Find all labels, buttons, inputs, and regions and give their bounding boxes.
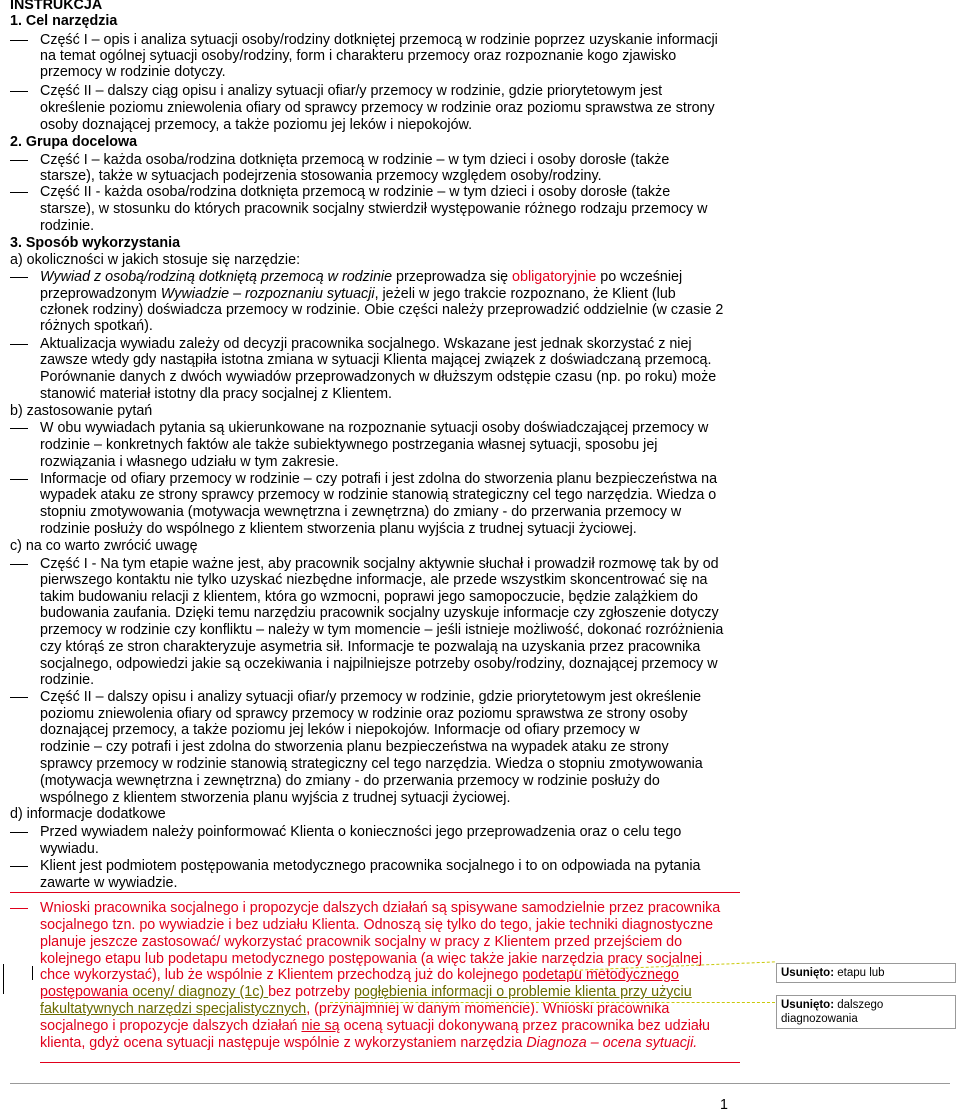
list-dash [10,160,28,161]
change-bar-top [10,892,740,893]
paragraph-line: na temat ogólnej sytuacji osoby/rodziny, form i charakteru przemocy oraz rozpoznanie kogo zjawisko [40,48,677,64]
paragraph-line: pierwszego kontaktu nie tylko uzyskać niezbędne informacje, ale przede wszystkim skoncentrować się na [40,572,708,588]
paragraph-line: Wnioski pracownika socjalnego i propozycje dalszych działań są spisywane samodzielnie przez pracownika [40,900,721,916]
paragraph-line: zawarte w wywiadzie. [40,875,178,891]
paragraph-line: takim budowaniu relacji z klientem, która go wzmocni, poprawi jego samopoczucie, będzie zalążkiem do [40,589,698,605]
paragraph-line: (motywacja wewnętrzna i zewnętrzna) do zmiany - do przerwania przemocy w rodzinie posłuży do [40,773,660,789]
paragraph-line: budowania zaufania. Dzięki temu narzędziu pracownik socjalny uzyskuje informacje czy zgłoszenie dotyczy [40,605,719,621]
subheading-c: c) na co warto zwrócić uwagę [10,538,198,554]
paragraph-line: członek rodziny) doświadcza przemocy w rodzinie. Obie części należy przeprowadzić oddzielnie (w czasie 2 [40,302,724,318]
list-dash [10,277,28,278]
subheading-b: b) zastosowanie pytań [10,403,153,419]
paragraph-line: rodzinie posłuży do wspólnego z klientem stworzenia planu wyjścia z trudnej sytuacji życiowej. [40,521,637,537]
paragraph-line: Przed wywiadem należy poinformować Klienta o konieczności jego przeprowadzenia oraz o celu tego [40,824,682,840]
paragraph-line: Część II – dalszy opisu i analizy sytuacji ofiar/y przemocy w rodzinie, gdzie priorytetowym jest określenie [40,689,702,705]
paragraph-line: socjalnego tzn. po wywiadzie i bez udziału Klienta. Odnoszą się tylko do tego, jakie techniki diagnostyczne [40,917,714,933]
paragraph-line: planuje jeszcze zastosować/ wykorzystać pracownik socjalny w pracy z Klientem przed przejściem do [40,934,683,950]
paragraph-line: sprawcy przemocy w rodzinie stanowią strategiczny cel tego narzędzia. Wiedza o stopniu zmotywowania [40,756,703,772]
paragraph-line: przemocy w rodzinie czy konfliktu – należy w tym momencie – jeśli istnieje możliwość, dokonać rozróżnienia [40,622,724,638]
section-heading-2: 2. Grupa docelowa [10,134,138,150]
paragraph-line: starsze), także w sytuacjach podejrzenia stosowania przemocy względem osoby/rodziny. [40,168,602,184]
paragraph-line: wywiadu. [40,841,99,857]
comment-balloon[interactable]: Usunięto: dalszego diagnozowania [776,995,956,1029]
comment-connector [330,1002,775,1003]
list-dash [10,344,28,345]
list-dash [10,832,28,833]
paragraph-line: wspólnego z klientem stworzenia planu wyjścia z trudnej sytuacji życiowej. [40,790,511,806]
paragraph-line: doznającej przemocy, a także poziomu jej leków i niepokojów. Informacje od ofiary przemocy w [40,722,640,738]
list-dash [10,91,28,92]
comment-balloon[interactable]: Usunięto: etapu lub [776,963,956,983]
change-bar [3,964,4,994]
paragraph-line: zawsze wtedy gdy nastąpiła istotna zmiana w sytuacji Klienta mającej związek z doświadczaną przemocą. [40,352,712,368]
list-dash [10,697,28,698]
paragraph-line: Aktualizacja wywiadu zależy od decyzji pracownika socjalnego. Wskazane jest jednak skorzystać z niej [40,336,692,352]
page-number: 1 [720,1097,728,1113]
paragraph-line: przemocy w rodzinie dotyczy. [40,64,226,80]
paragraph-line: kolejnego etapu lub podetapu metodycznego postępowania (a więc także jakie narzędzia pracy socjalnej [40,951,703,967]
section-heading-3: 3. Sposób wykorzystania [10,235,181,251]
subheading-a: a) okoliczności w jakich stosuje się narzędzie: [10,252,301,268]
paragraph-line: starsze), w stosunku do których pracownik socjalny stwierdził występowanie różnego rodzaju przemocy w [40,201,708,217]
paragraph-line: Porównanie danych z dwóch wywiadów przeprowadzonych w dłuższym odstępie czasu (np. po roku) może [40,369,717,385]
doc-title: INSTRUKCJA [10,0,103,13]
list-dash [10,479,28,480]
change-bar [32,966,33,980]
paragraph-line: Informacje od ofiary przemocy w rodzinie – czy potrafi i jest zdolna do stworzenia planu bezpieczeństwa na [40,471,718,487]
paragraph-line: chce wykorzystać), lub że wspólnie z Klientem przechodzą już do kolejnego podetapu metodycznego [40,967,679,983]
paragraph-line: rodzinie – czy potrafi i jest zdolna do stworzenia planu bezpieczeństwa na wypadek ataku ze strony [40,739,669,755]
paragraph-line: rodzinie. [40,218,95,234]
paragraph-line: Część I - Na tym etapie ważne jest, aby pracownik socjalny aktywnie słuchał i prowadził rozmowę tak by od [40,556,719,572]
paragraph-line: stopniu zmotywowania (motywacja wewnętrzna i zewnętrzna) do zmiany - do przerwania przemocy w [40,504,682,520]
paragraph-line: socjalnego i propozycje dalszych działań nie są oceną sytuacji dokonywaną przez pracownika bez udziału [40,1018,710,1034]
list-dash [10,40,28,41]
list-dash [10,908,28,909]
paragraph-line: fakultatywnych narzędzi specjalistycznych, (przynajmniej w danym momencie). Wnioski pracownika [40,1001,670,1017]
paragraph-line: postępowania oceny/ diagnozy (1c) bez potrzeby pogłębienia informacji o problemie klienta przy użyciu [40,984,692,1000]
paragraph-line: różnych spotkań). [40,318,153,334]
paragraph-line: wypadek ataku ze strony sprawcy przemocy w rodzinie stanowią strategiczny cel tego narzędzia. Wiedza o [40,487,717,503]
subheading-d: d) informacje dodatkowe [10,806,166,822]
paragraph-line: Wywiad z osobą/rodziną dotkniętą przemocą w rodzinie przeprowadza się obligatoryjnie po wcześniej [40,269,683,285]
paragraph-line: Część I – każda osoba/rodzina dotknięta przemocą w rodzinie – w tym dzieci i osoby dorosłe (także [40,152,670,168]
change-bar-bottom [40,1062,740,1063]
paragraph-line: W obu wywiadach pytania są ukierunkowane na rozpoznanie sytuacji osoby doświadczającej przemocy w [40,420,709,436]
section-heading-1: 1. Cel narzędzia [10,13,118,29]
list-dash [10,192,28,193]
paragraph-line: stanowić materiał istotny dla pracy socjalnej z Klientem. [40,386,393,402]
paragraph-line: przeprowadzonym Wywiadzie – rozpoznaniu sytuacji, jeżeli w jego trakcie rozpoznano, że Klient (lub [40,286,676,302]
paragraph-line: socjalnego, odpowiedzi jakie są oczekiwania i najpilniejsze potrzeby osoby/rodziny, doznającej przemocy w [40,656,718,672]
list-dash [10,428,28,429]
paragraph-line: Część II – dalszy ciąg opisu i analizy sytuacji ofiar/y przemocy w rodzinie, gdzie priorytetowym jest [40,83,663,99]
paragraph-line: Klient jest podmiotem postępowania metodycznego pracownika socjalnego i to on odpowiada na pytania [40,858,701,874]
paragraph-line: rozwiązania i własnego udziału w tym zakresie. [40,454,339,470]
paragraph-line: Część II - każda osoba/rodzina dotknięta przemocą w rodzinie – w tym dzieci i osoby dorosłe (także [40,184,671,200]
footer-rule [10,1083,950,1084]
paragraph-line: rodzinie. [40,672,95,688]
paragraph-line: określenie poziomu zniewolenia ofiary od sprawcy przemocy w rodzinie oraz poziomu sprawstwa ze strony [40,100,715,116]
list-dash [10,866,28,867]
paragraph-line: rodzinie – konkretnych faktów ale także subiektywnego postrzegania własnej sytuacji, sposobu jej [40,437,658,453]
list-dash [10,564,28,565]
paragraph-line: osoby doznającej przemocy, a także poziomu jej leków i niepokojów. [40,117,473,133]
paragraph-line: Część I – opis i analiza sytuacji osoby/rodziny dotkniętej przemocą w rodzinie poprzez uzyskanie informacji [40,32,718,48]
paragraph-line: poziomu zniewolenia ofiary od sprawcy przemocy w rodzinie oraz poziomu sprawstwa ze strony osoby [40,706,688,722]
paragraph-line: klienta, gdyż ocena sytuacji następuje wspólnie z wykorzystaniem narzędzia Diagnoza – ocena sytuacji. [40,1035,698,1051]
paragraph-line: czy którąś ze stron charakteryzuje asymetria sił. Informacje te pozwalają na uzyskania przez pracownika [40,639,701,655]
